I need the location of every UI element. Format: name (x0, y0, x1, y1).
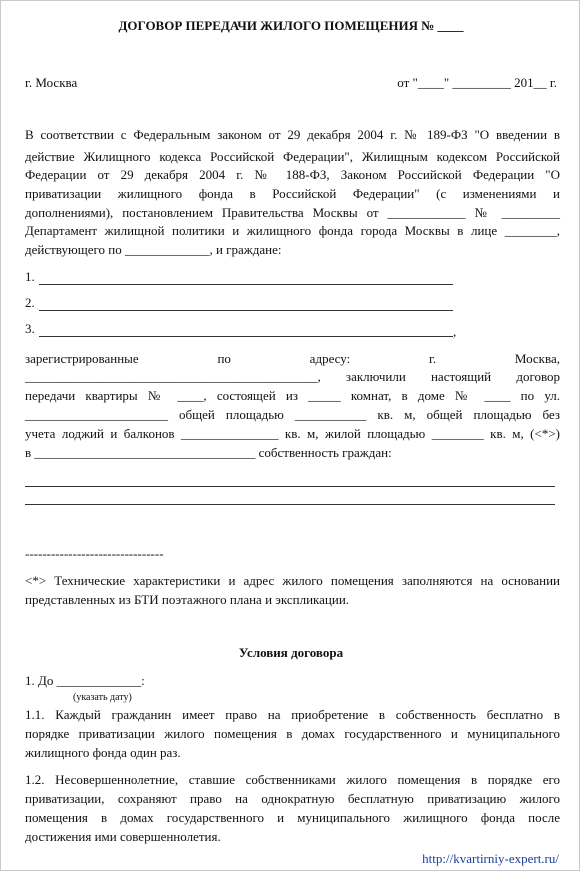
address-line: ______________________ общей площадью ___________ кв. м, общей площадью без (25, 407, 560, 422)
blank-line (25, 486, 555, 487)
preamble-line: действие Жилищного кодекса Российской Федерации", Жилищным кодексом Российской (25, 149, 560, 164)
preamble-line: действующего по _____________, и граждане: (25, 242, 282, 257)
footnote-line: представленных из БТИ поэтажного плана и экспликации. (25, 592, 350, 607)
address-line: передачи квартиры № ____, состоящей из _____ комнат, в доме № ____ по ул. (25, 388, 560, 403)
citizen-number: 1. (25, 269, 35, 284)
source-watermark[interactable]: http://kvartirniy-expert.ru/ (422, 851, 559, 866)
clause-1-1-line: порядке приватизации жилого помещения в домах государственного и муниципального (25, 726, 560, 741)
preamble-line: дополнениями), постановлением Правительства Москвы от ____________ № _________ (25, 205, 560, 220)
citizen-comma: , (453, 324, 457, 339)
clause-1-2-line: 1.2. Несовершеннолетние, ставшие собственниками жилого помещения в порядке его (25, 772, 560, 787)
preamble-line: Департамент жилищной политики и жилищного фонда города Москвы в лице ________, (25, 223, 560, 238)
preamble-line: приватизации жилищного фонда в Российской Федерации" (с изменениями и (25, 186, 560, 201)
address-line: _____________________________________________, заключили настоящий договор (25, 369, 560, 384)
clause-1-2-line: достижения ими совершеннолетия. (25, 829, 221, 844)
city-label: г. Москва (25, 75, 78, 90)
citizen-name-blank (39, 336, 453, 337)
conditions-heading: Условия договора (238, 645, 344, 660)
preamble-line: Федерации от 29 декабря 2004 г. № 188-ФЗ, Законом Российской Федерации "О (25, 167, 560, 182)
preamble-line: В соответствии с Федеральным законом от 29 декабря 2004 г. № 189-ФЗ "О введении в (25, 127, 560, 142)
footnote-line: <*> Технические характеристики и адрес жилого помещения заполняются на основании (25, 573, 560, 588)
address-line: учета лоджий и балконов _______________ кв. м, жилой площадью ________ кв. м, (<*>) (25, 426, 560, 441)
clause-1: 1. До _____________: (25, 673, 145, 688)
footnote-separator: -------------------------------- (25, 546, 164, 561)
clause-1-hint: (указать дату) (73, 692, 132, 703)
citizen-number: 2. (25, 295, 35, 310)
document-title: ДОГОВОР ПЕРЕДАЧИ ЖИЛОГО ПОМЕЩЕНИЯ № ____ (118, 18, 464, 33)
clause-1-1-line: жилищного фонда один раз. (25, 745, 181, 760)
citizen-name-blank (39, 284, 453, 285)
address-line: зарегистрированные по адресу: г. Москва, (25, 351, 560, 366)
address-line: в __________________________________ собственность граждан: (25, 445, 392, 460)
clause-1-1-line: 1.1. Каждый гражданин имеет право на приобретение в собственность бесплатно в (25, 707, 560, 722)
contract-date: от "____" _________ 201__ г. (397, 75, 557, 90)
clause-1-2-line: приватизации, сохраняют право на однократную бесплатную приватизацию жилого (25, 791, 560, 806)
citizen-number: 3. (25, 321, 35, 336)
clause-1-2-line: помещения в домах государственного и муниципального жилищного фонда после (25, 810, 560, 825)
blank-line (25, 504, 555, 505)
citizen-name-blank (39, 310, 453, 311)
